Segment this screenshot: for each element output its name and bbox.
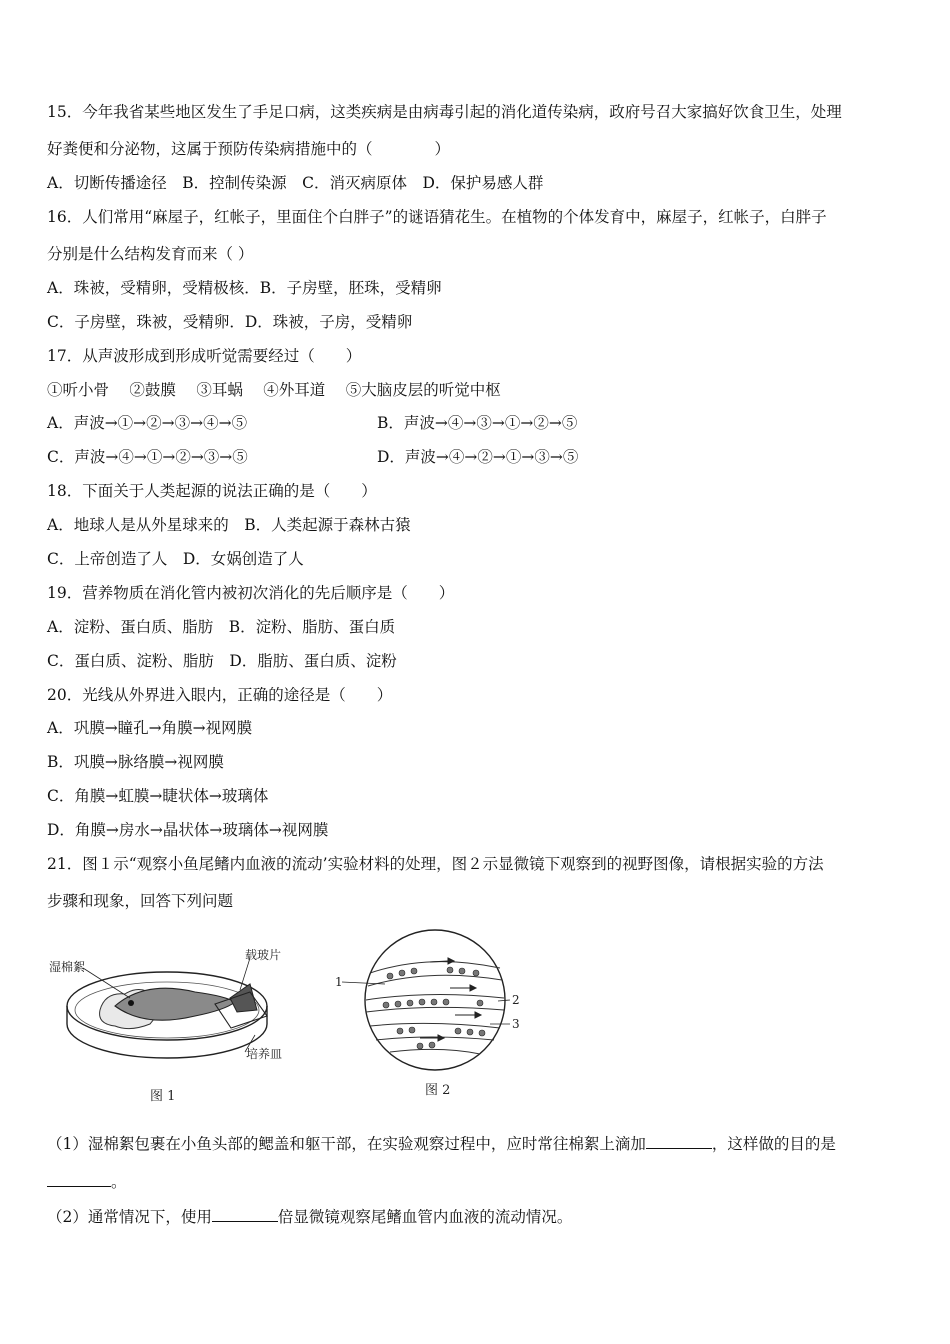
label-wet-cotton: 湿棉絮	[49, 960, 86, 974]
q16-options-ab: A．珠被，受精卵，受精极核．B．子房壁，胚珠，受精卵	[47, 279, 442, 297]
q17-option-d: D．声波→④→②→①→③→⑤	[377, 448, 579, 466]
q18-stem: 18．下面关于人类起源的说法正确的是（ ）	[47, 482, 377, 500]
microscope-field-illustration	[330, 928, 530, 1073]
q20-option-a: A．巩膜→瞳孔→角膜→视网膜	[47, 719, 253, 737]
q15-options: A．切断传播途径 B．控制传染源 C．消灭病原体 D．保护易感人群	[47, 174, 544, 192]
q20-stem: 20．光线从外界进入眼内，正确的途径是（ ）	[47, 686, 393, 704]
q20-option-d: D．角膜→房水→晶状体→玻璃体→视网膜	[47, 821, 329, 839]
label-1: 1	[335, 975, 343, 989]
answer-blank-2[interactable]	[47, 1172, 111, 1187]
q21-sub1-end: 。	[111, 1173, 127, 1191]
answer-blank-1[interactable]	[646, 1134, 712, 1149]
q21-sub2-text-a: （2）通常情况下，使用	[47, 1208, 212, 1226]
label-3: 3	[512, 1017, 520, 1031]
q17-option-a: A．声波→①→②→③→④→⑤	[47, 414, 248, 432]
label-slide: 载玻片	[245, 948, 282, 962]
q21-sub1-text-b: ，这样做的目的是	[711, 1135, 836, 1153]
figure-1-caption: 图 1	[150, 1089, 176, 1104]
q19-options-cd: C．蛋白质、淀粉、脂肪 D．脂肪、蛋白质、淀粉	[47, 652, 397, 670]
label-2: 2	[512, 993, 520, 1007]
q21-sub1-line2	[47, 1172, 127, 1192]
figure-2-caption: 图 2	[425, 1083, 451, 1098]
q18-options-ab: A．地球人是从外星球来的 B．人类起源于森林古猿	[47, 516, 411, 534]
answer-blank-3[interactable]	[212, 1207, 278, 1222]
q18-options-cd: C．上帝创造了人 D．女娲创造了人	[47, 550, 304, 568]
q17-items: ①听小骨 ②鼓膜 ③耳蜗 ④外耳道 ⑤大脑皮层的听觉中枢	[47, 381, 501, 399]
q16-options-cd: C．子房壁，珠被，受精卵．D．珠被，子房，受精卵	[47, 313, 413, 331]
q21-sub1-line1	[47, 1134, 836, 1154]
q19-stem: 19．营养物质在消化管内被初次消化的先后顺序是（ ）	[47, 584, 455, 602]
label-petri-dish: 培养皿	[246, 1047, 283, 1061]
q15-stem-line1: 15．今年我省某些地区发生了手足口病，这类疾病是由病毒引起的消化道传染病，政府号召大家搞好饮食卫生，处理	[47, 103, 842, 121]
q21-stem-line2: 步骤和现象，回答下列问题	[47, 892, 234, 910]
q21-sub2	[47, 1207, 572, 1227]
q21-sub2-text-b: 倍显微镜观察尾鳍血管内血液的流动情况。	[277, 1208, 573, 1226]
q17-option-b: B．声波→④→③→①→②→⑤	[377, 414, 578, 432]
q17-stem: 17．从声波形成到形成听觉需要经过（ ）	[47, 347, 362, 365]
q17-option-c: C．声波→④→①→②→③→⑤	[47, 448, 248, 466]
q21-sub1-text-a: （1）湿棉絮包裹在小鱼头部的鳃盖和躯干部，在实验观察过程中，应时常往棉絮上滴加	[47, 1135, 646, 1153]
q20-option-b: B．巩膜→脉络膜→视网膜	[47, 753, 224, 771]
q16-stem-line1: 16．人们常用“麻屋子，红帐子，里面住个白胖子”的谜语猜花生。在植物的个体发育中，麻屋子，红帐子，白胖子	[47, 208, 827, 226]
q15-stem-line2: 好粪便和分泌物，这属于预防传染病措施中的（ ）	[47, 140, 451, 158]
q19-options-ab: A．淀粉、蛋白质、脂肪 B．淀粉、脂肪、蛋白质	[47, 618, 396, 636]
q16-stem-line2: 分别是什么结构发育而来（ ）	[47, 245, 254, 263]
q21-stem-line1: 21．图１示“观察小鱼尾鳍内血液的流动’实验材料的处理，图２示显微镜下观察到的视野图像，请根据实验的方法	[47, 855, 824, 873]
q20-option-c: C．角膜→虹膜→睫状体→玻璃体	[47, 787, 269, 805]
figure-2	[330, 928, 530, 1073]
